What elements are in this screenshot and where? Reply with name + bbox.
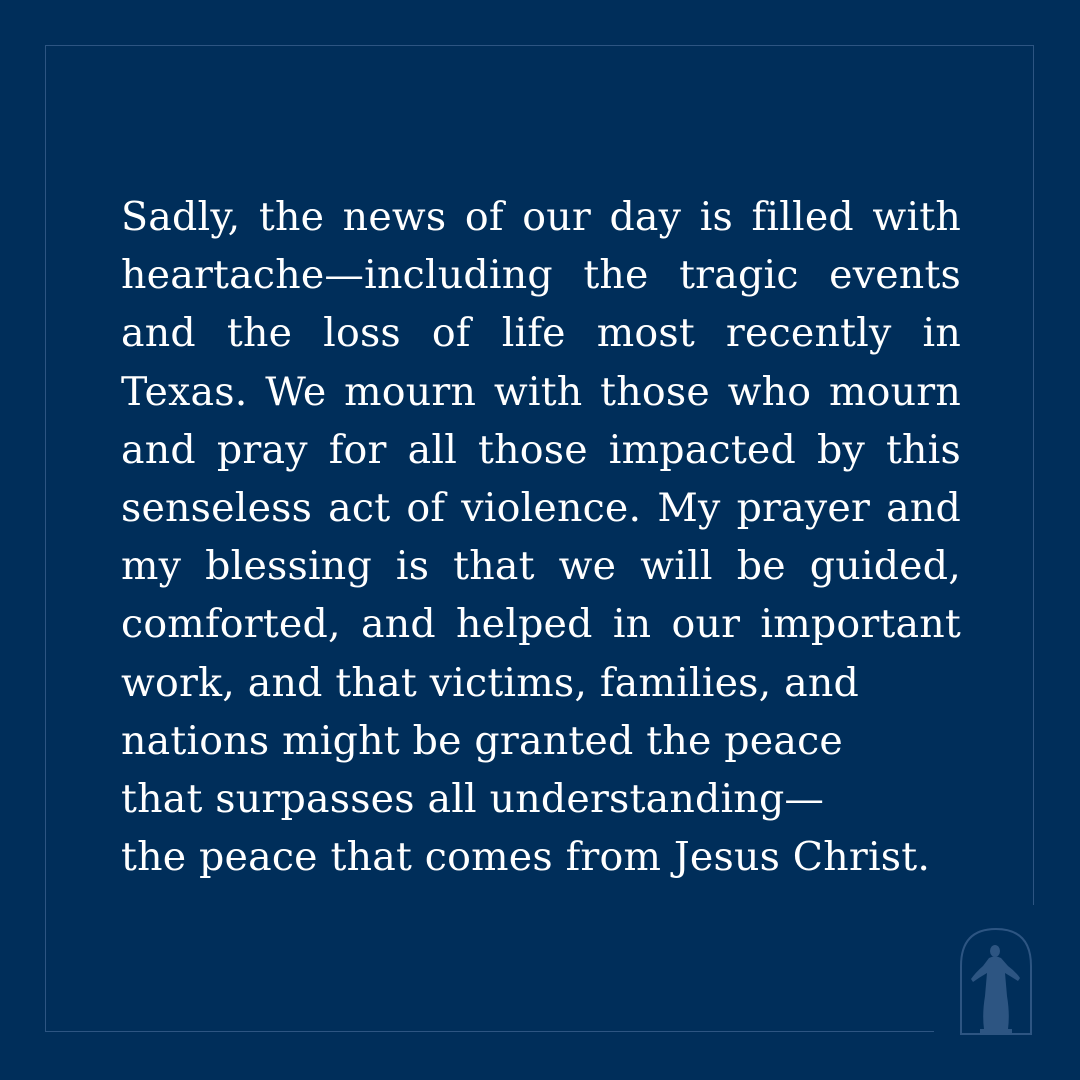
quote-line: and the loss of life most recently in bbox=[121, 310, 961, 357]
quote-line: work, and that victims, families, and bbox=[121, 659, 860, 706]
quote-line: Texas. We mourn with those who mourn bbox=[121, 368, 961, 415]
quote-line: Sadly, the news of our day is filled with bbox=[121, 194, 961, 240]
quote-line: senseless act of violence. My prayer and bbox=[121, 485, 961, 532]
quote-text bbox=[121, 188, 961, 886]
quote-line: heartache—including the tragic events bbox=[121, 252, 961, 299]
quote-line: and pray for all those impacted by this bbox=[121, 426, 961, 473]
quote-line: my blessing is that we will be guided, bbox=[121, 543, 961, 590]
christus-statue-arch-icon bbox=[958, 926, 1034, 1036]
quote-line: comforted, and helped in our important bbox=[121, 601, 961, 648]
quote-line: the peace that comes from Jesus Christ. bbox=[121, 834, 931, 881]
quote-line: that surpasses all understanding— bbox=[121, 776, 825, 823]
quote-line: nations might be granted the peace bbox=[121, 717, 844, 764]
